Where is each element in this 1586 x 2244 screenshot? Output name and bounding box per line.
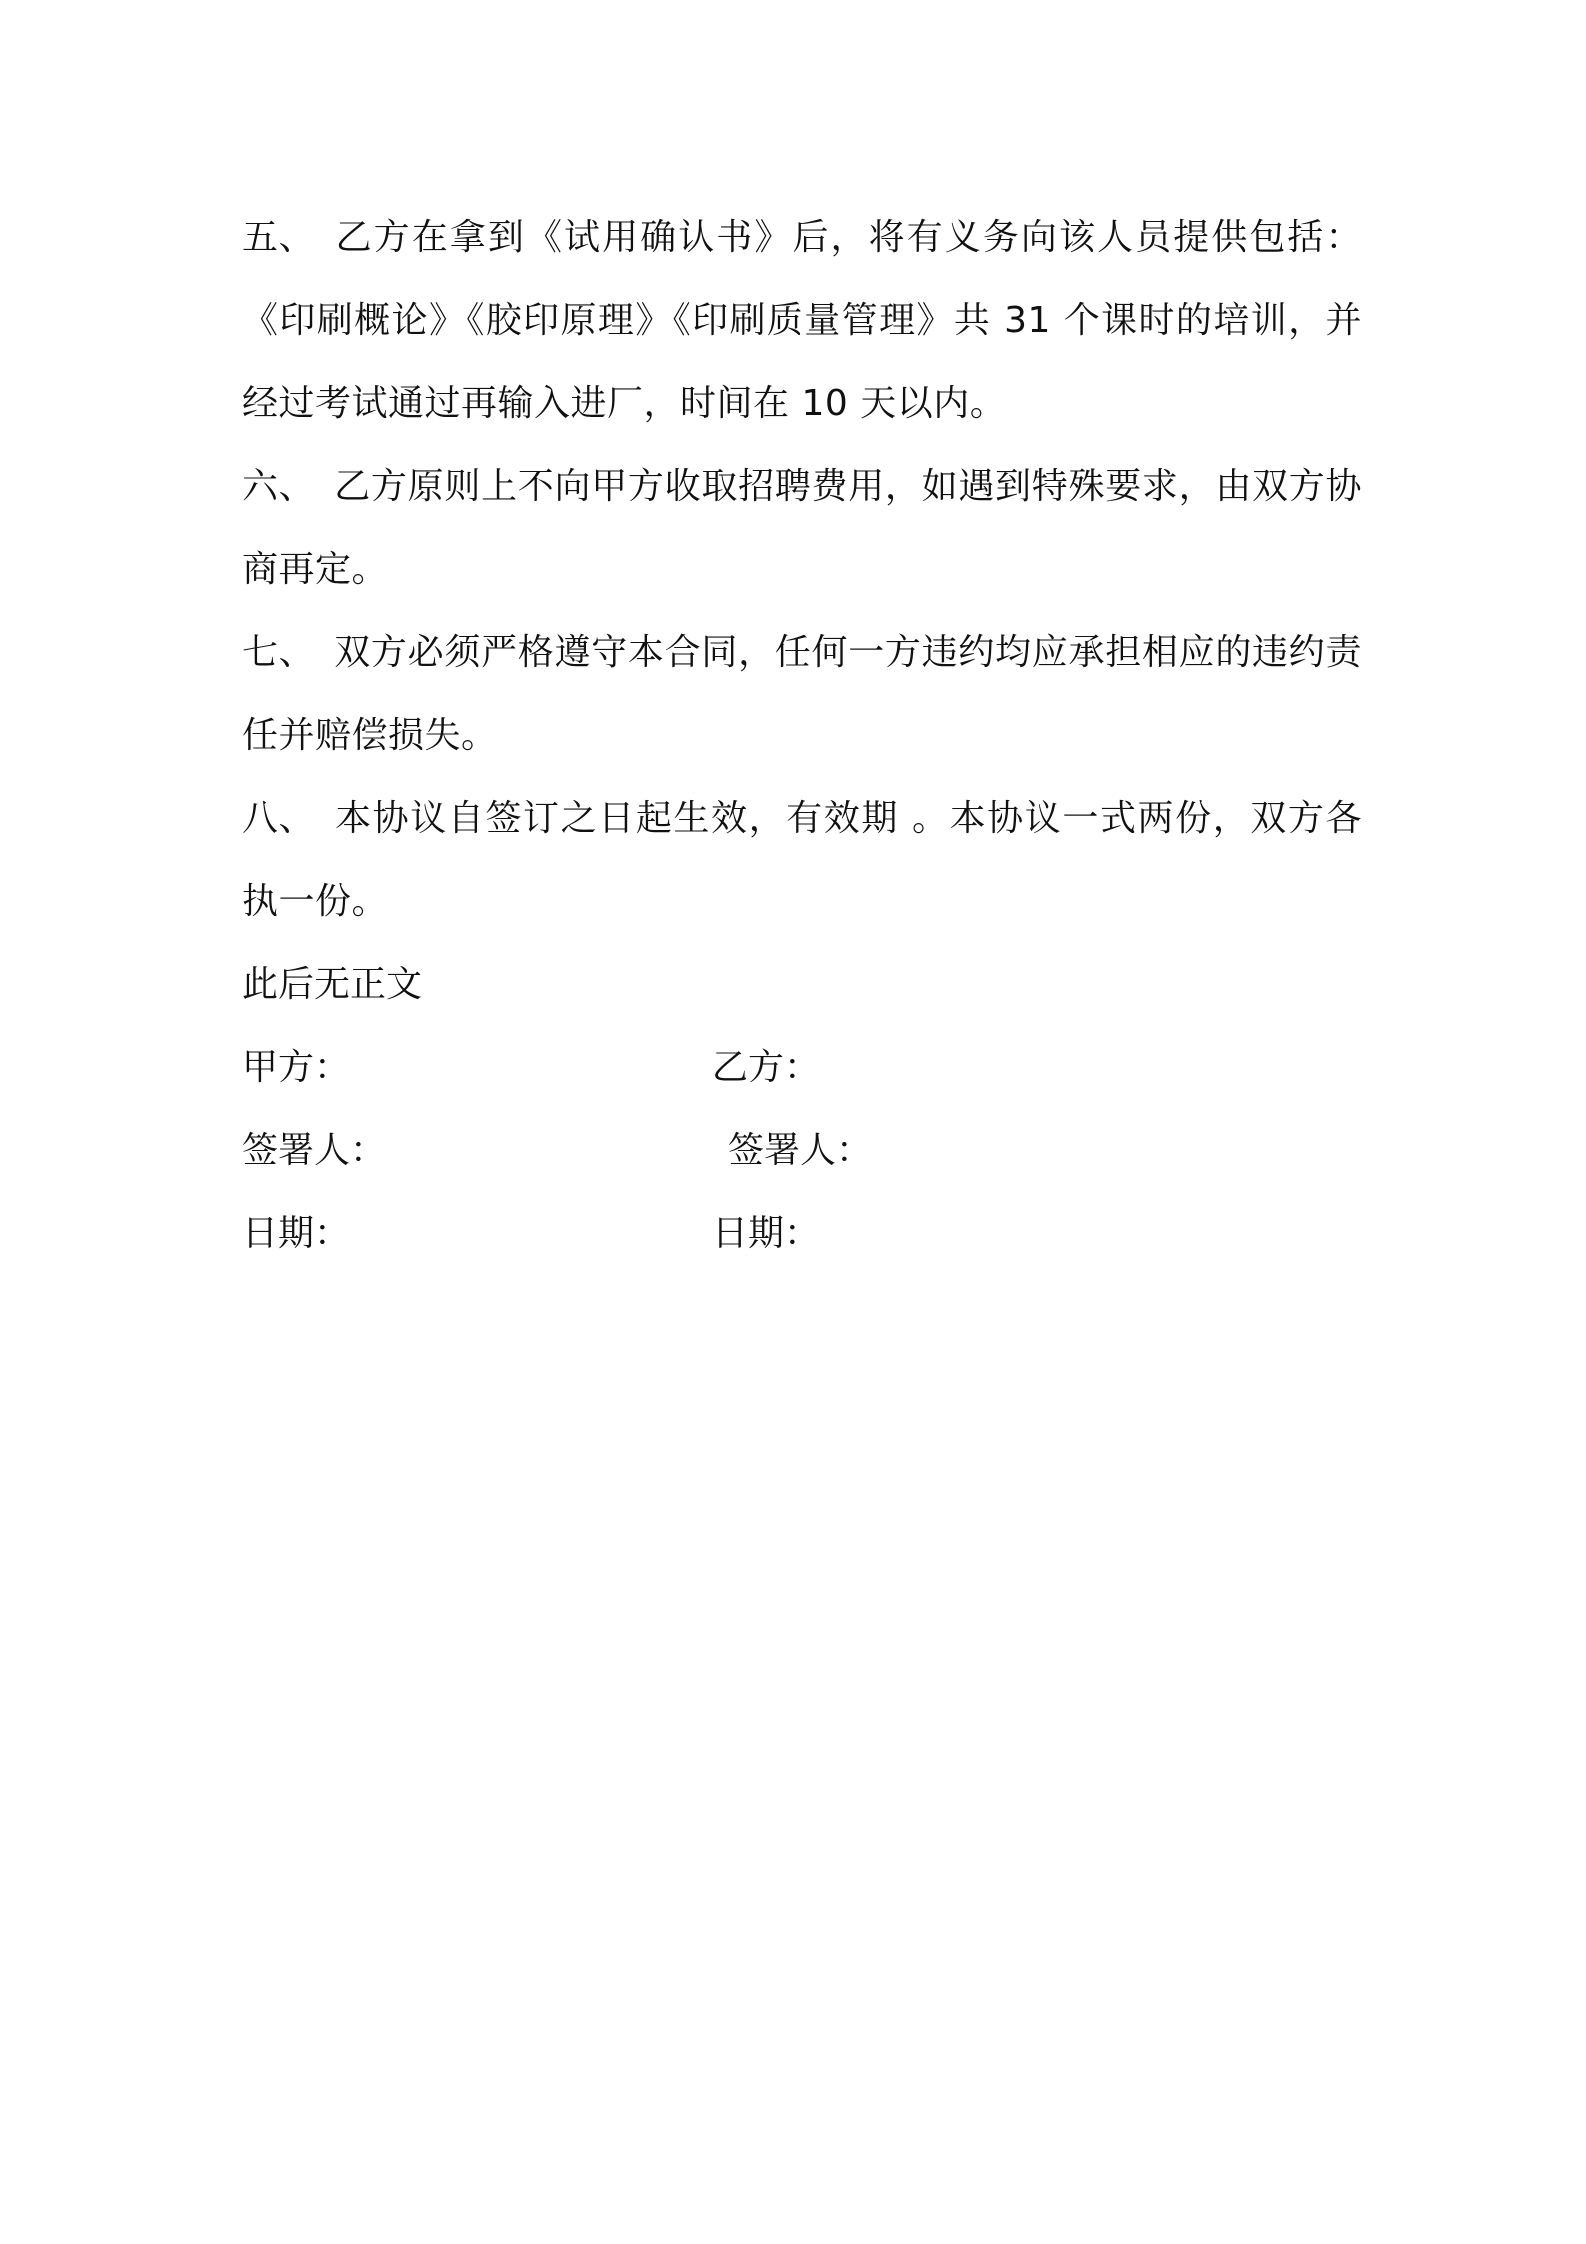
date-b-label: 日期：: [712, 1213, 821, 1254]
clause-number: 六、: [242, 466, 316, 507]
date-row: [242, 1192, 1362, 1275]
party-b-label: 乙方：: [712, 1047, 821, 1088]
clause-number: 五、: [242, 217, 316, 258]
party-row: [242, 1026, 1362, 1109]
clause-7: [242, 611, 1362, 777]
clause-6: [242, 445, 1362, 611]
clause-number: 八、: [242, 798, 316, 839]
clause-text: 本协议自签订之日起生效，有效期 。本协议一式两份，双方各执一份。: [242, 798, 1362, 922]
clause-text: 双方必须严格遵守本合同，任何一方违约均应承担相应的违约责任并赔偿损失。: [242, 632, 1362, 756]
signer-b-label: 签署人：: [728, 1130, 873, 1171]
clause-text: 乙方在拿到《试用确认书》后，将有义务向该人员提供包括：《印刷概论》《胶印原理》《印刷质量管理》共 31 个课时的培训，并经过考试通过再输入进厂，时间在 10 天以内。: [242, 217, 1362, 424]
party-a-label: 甲方：: [242, 1047, 351, 1088]
date-a-label: 日期：: [242, 1213, 351, 1254]
signer-row: [242, 1109, 1362, 1192]
clause-number: 七、: [242, 632, 316, 673]
clause-8: [242, 777, 1362, 943]
contract-body: [242, 196, 1362, 1275]
end-note: 此后无正文: [242, 964, 423, 1005]
clause-text: 乙方原则上不向甲方收取招聘费用，如遇到特殊要求，由双方协商再定。: [242, 466, 1362, 590]
signer-a-label: 签署人：: [242, 1130, 387, 1171]
clause-5: [242, 196, 1362, 445]
